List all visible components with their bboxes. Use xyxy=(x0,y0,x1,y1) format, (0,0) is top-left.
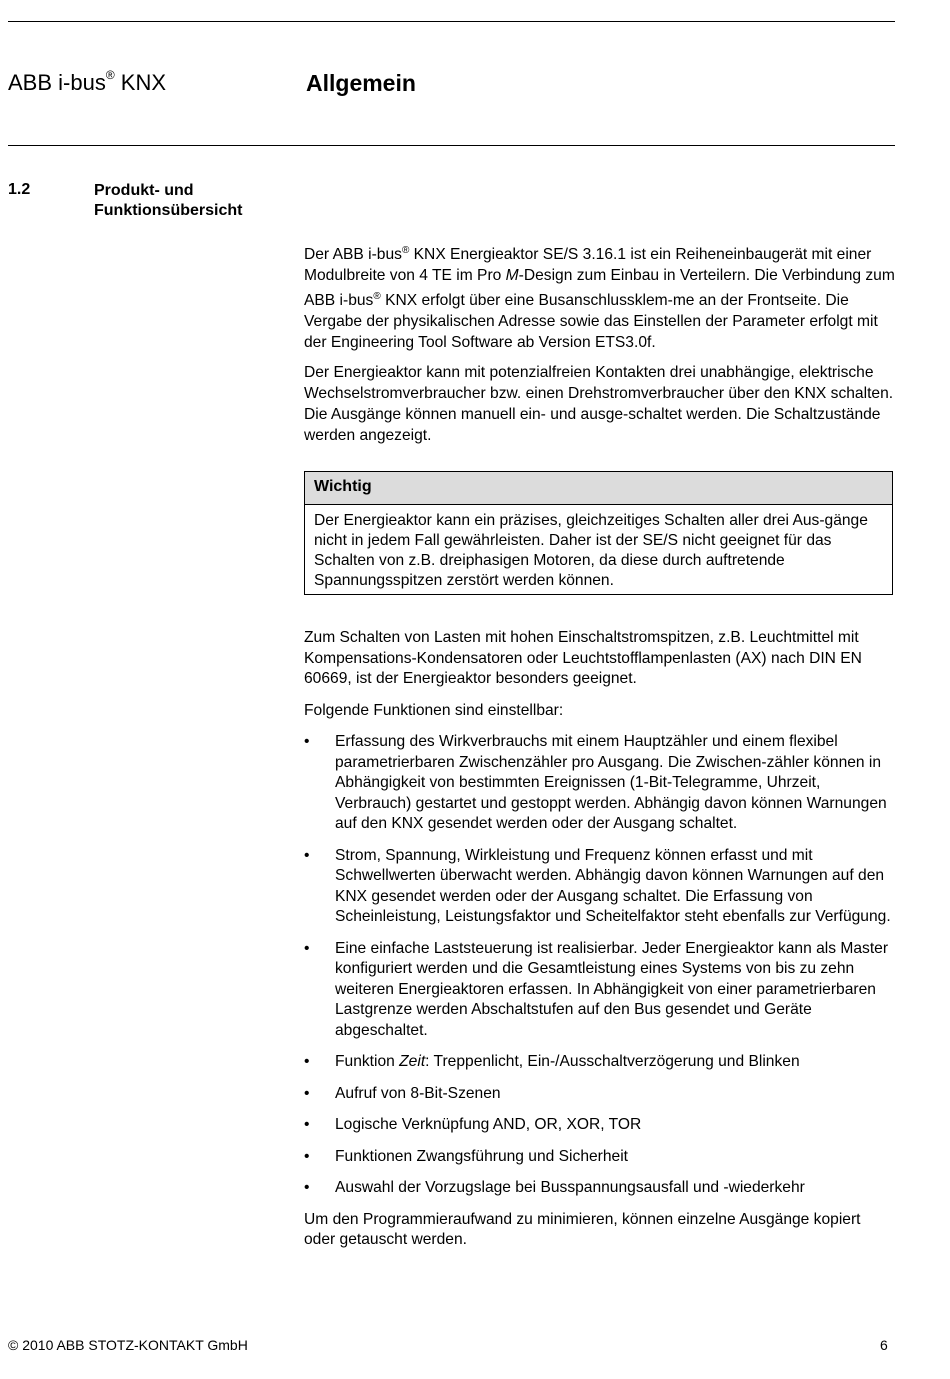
note-heading: Wichtig xyxy=(305,472,892,505)
list-item xyxy=(304,939,896,1042)
bullet-icon: • xyxy=(304,1053,310,1070)
brand-suffix: KNX xyxy=(120,70,167,95)
intro-p1-a: Der ABB i-bus xyxy=(304,246,402,264)
section-number: 1.2 xyxy=(8,181,31,198)
footer-copyright: © 2010 ABB STOTZ-KONTAKT GmbH xyxy=(8,1337,248,1353)
list-item xyxy=(304,846,896,928)
list-item xyxy=(304,1178,896,1199)
list-item-text: Aufruf von 8-Bit-Szenen xyxy=(335,1084,501,1102)
intro-p1-e: KNX erfolgt über eine Busanschlussklem-me an der Frontseite. Die Vergabe der physikalischen Adresse sowie das Einstellen der Parameter erfolgt mit der Engineering Tool Software ab Version ETS3.0f. xyxy=(304,291,878,351)
list-item-italic: Zeit xyxy=(399,1053,426,1070)
feature-list xyxy=(304,732,896,1199)
list-item xyxy=(304,732,896,835)
list-item xyxy=(304,1052,896,1073)
bullet-icon: • xyxy=(304,1116,310,1133)
paragraph-programming: Um den Programmieraufwand zu minimieren, können einzelne Ausgänge kopiert oder getauscht werden. xyxy=(304,1210,861,1248)
intro-p1-italic: M xyxy=(505,266,519,284)
list-item xyxy=(304,1084,896,1105)
list-item-text: Funktion xyxy=(335,1053,400,1070)
paragraph-loads: Zum Schalten von Lasten mit hohen Einschaltstromspitzen, z.B. Leuchtmittel mit Kompensations-Kondensatoren oder Leuchtstofflampenlasten (AX) nach DIN EN 60669, ist der Energieaktor besonders geeignet. xyxy=(304,629,862,687)
intro-p1-b: KNX Energieaktor SE/S 3.16.1 ist ein Reiheneinbaugerät mit einer Modulbreite von 4 TE im Pro xyxy=(304,246,872,284)
section-title: Produkt- und Funktionsübersicht xyxy=(94,182,243,219)
page-title: Allgemein xyxy=(306,70,416,96)
page-number: 6 xyxy=(880,1337,888,1353)
bullet-icon: • xyxy=(304,733,310,750)
list-item-text: Strom, Spannung, Wirkleistung und Frequenz können erfasst und mit Schwellwerten überwacht werden. Abhängig davon können Warnungen auf den KNX gesendet werden oder der Ausgang schaltet. Die Erfassung von Scheinleistung, Leistungsfaktor und Scheitelfaktor steht ebenfalls zur Verfügung. xyxy=(335,846,891,925)
registered-mark: ® xyxy=(105,67,115,82)
intro-paragraph-2: Der Energieaktor kann mit potenzialfreien Kontakten drei unabhängige, elektrische Wechselstromverbraucher bzw. einen Drehstromverbraucher über den KNX schalten. Die Ausgänge können manuell ein- und ausge-schaltet werden. Die Schaltzustände werden angezeigt. xyxy=(304,364,894,444)
intro-paragraph-1 xyxy=(304,241,896,353)
list-item-text: Logische Verknüpfung AND, OR, XOR, TOR xyxy=(335,1116,642,1133)
registered-mark: ® xyxy=(373,290,381,302)
registered-mark: ® xyxy=(401,245,410,256)
bullet-icon: • xyxy=(304,939,310,957)
header-top-rule xyxy=(8,21,895,22)
brand-name: ABB i-bus xyxy=(8,70,106,95)
list-item-text: Eine einfache Laststeuerung ist realisierbar. Jeder Energieaktor kann als Master konfiguriert werden und die Gesamtleistung eines Systems von bis zu zehn weiteren Energieaktoren erfassen. In Abhängigkeit von einer parametrierbaren Lastgrenze werden Abschaltstufen auf den Bus gesendet und Geräte abgeschaltet. xyxy=(335,939,889,1039)
list-item xyxy=(304,1115,896,1136)
intro-p1-d: -Design zum Einbau in Verteilern. Die Verbindung zum ABB i-bus xyxy=(304,266,895,309)
note-text: Der Energieaktor kann ein präzises, gleichzeitiges Schalten aller drei Aus-gänge nicht in jedem Fall gewährleisten. Daher ist der SE/S nicht geeignet für das Schalten von z.B. dreiphasigen Motoren, da diese durch auftretende Spannungsspitzen zerstört werden können. xyxy=(314,512,868,589)
intro-text xyxy=(304,241,896,457)
brand-label xyxy=(8,67,167,96)
paragraph-functions-intro: Folgende Funktionen sind einstellbar: xyxy=(304,701,564,719)
bullet-icon: • xyxy=(304,846,310,864)
list-item-text: Funktionen Zwangsführung und Sicherheit xyxy=(335,1147,628,1165)
bullet-icon: • xyxy=(304,1084,310,1102)
list-item xyxy=(304,1147,896,1168)
bullet-icon: • xyxy=(304,1179,310,1196)
list-item-text: : Treppenlicht, Ein-/Ausschaltverzögerung und Blinken xyxy=(425,1053,800,1070)
bullet-icon: • xyxy=(304,1147,310,1165)
list-item-text: Auswahl der Vorzugslage bei Busspannungsausfall und -wiederkehr xyxy=(335,1179,805,1196)
header-bottom-rule xyxy=(8,145,895,146)
list-item-text: Erfassung des Wirkverbrauchs mit einem Hauptzähler und einem flexibel parametrierbaren Zwischenzähler pro Ausgang. Die Zwischen-zähler können in Abhängigkeit von bestimmten Ereignissen (1-Bit-Telegramme, Uhrzeit, Verbrauch) gestartet und gestoppt werden. Abhängig davon können Warnungen auf den KNX gesendet werden oder der Ausgang schaltet. xyxy=(335,733,887,832)
important-note-box xyxy=(304,471,893,595)
main-text xyxy=(304,628,896,1262)
